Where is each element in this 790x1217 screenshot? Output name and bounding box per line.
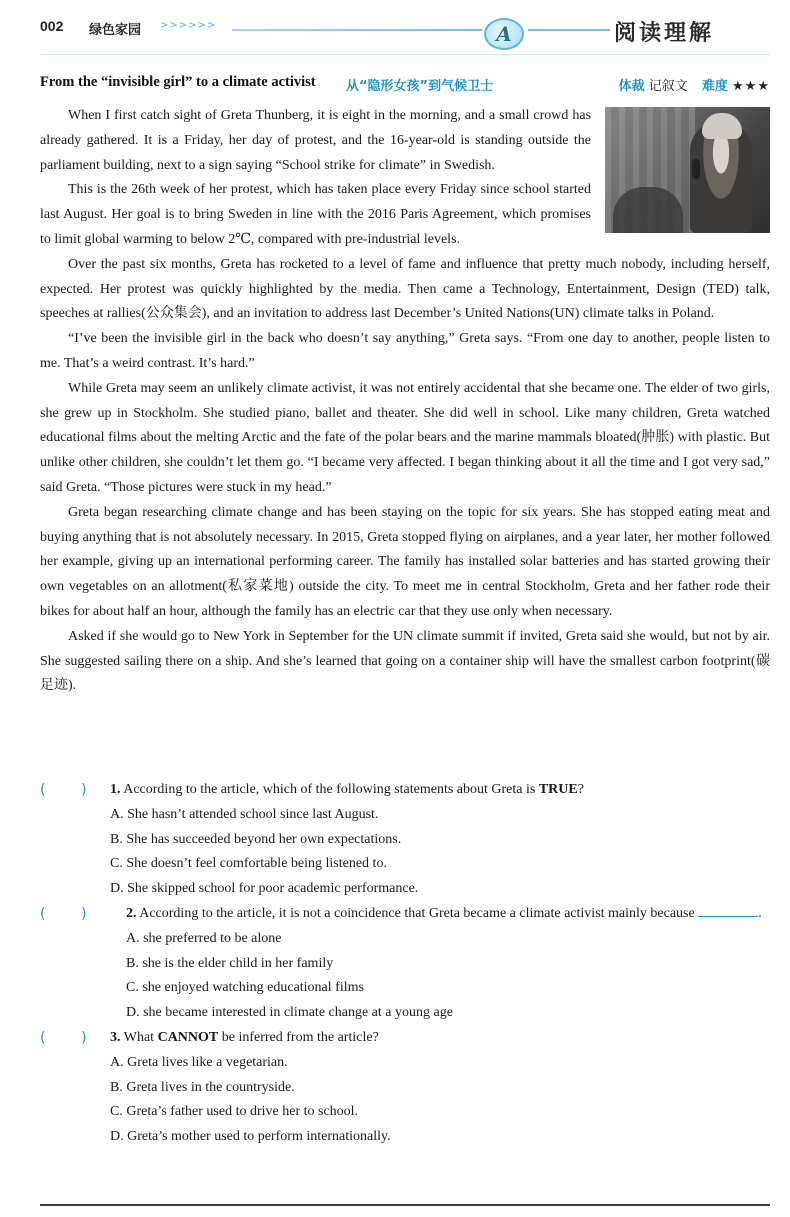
title-suffix: to a climate activist: [192, 74, 316, 90]
option-a: A. Greta lives like a vegetarian.: [110, 1054, 288, 1070]
article-title-chinese: 从“隐形女孩”到气候卫士: [346, 79, 494, 94]
stem-text: According to the article, it is not a coincidence that Greta became a climate activist mainly because: [136, 905, 695, 921]
photo-crowd: [613, 187, 683, 233]
question-list: [40, 778, 770, 1150]
question-stem: [40, 902, 770, 927]
option-a: A. She hasn’t attended school since last August.: [110, 806, 379, 822]
stem-text-end: be inferred from the article?: [218, 1029, 379, 1045]
page-number: 002: [40, 18, 64, 34]
question-1: [40, 778, 770, 902]
option-b: B. Greta lives in the countryside.: [110, 1079, 295, 1095]
section-logo-icon: [484, 18, 524, 50]
genre-value: 记叙文: [648, 79, 688, 94]
article-paragraph: Asked if she would go to New York in September for the UN climate summit if invited, Greta said she would, but not by air. She suggested sailing there on a ship. And she’s learned that going on a container ship will have the smallest carbon footprint(碳足迹).: [40, 628, 770, 694]
decorative-arrows: >>>>>>: [160, 20, 217, 31]
option-a: A. she preferred to be alone: [126, 930, 282, 946]
question-number: 3.: [110, 1029, 121, 1045]
option-d: D. Greta’s mother used to perform internationally.: [110, 1129, 391, 1145]
option-b: B. she is the elder child in her family: [126, 955, 334, 971]
question-stem: [40, 1026, 770, 1051]
option-c: C. she enjoyed watching educational films: [126, 980, 364, 996]
article-paragraph: While Greta may seem an unlikely climate activist, it was not entirely accidental that she became one. The elder of two girls, she grew up in Stockholm. She studied piano, ballet and theater. She did well in school. Like many children, Greta watched educational films about the melting Arctic and the fate of the polar bears and the marine mammals bloated(肿胀) with plastic. But unlike other children, she couldn’t let them go. “I became very affected. I began thinking about it all the time and I got very sad,” said Greta. “Those pictures were stuck in my head.”: [40, 380, 770, 495]
genre-label: 体裁: [618, 79, 645, 94]
microphone-icon: [692, 159, 700, 179]
answer-paren[interactable]: ( ): [40, 905, 87, 922]
article-body: [40, 104, 770, 699]
title-quoted: “invisible girl”: [100, 74, 193, 90]
title-prefix: From the: [40, 74, 101, 90]
article-meta: [619, 75, 770, 94]
question-stem: [40, 778, 770, 803]
footer-divider: [40, 1204, 770, 1206]
stem-emphasis: CANNOT: [157, 1029, 219, 1045]
article-paragraph: This is the 26th week of her protest, which has taken place every Friday since school started last August. Her goal is to bring Sweden in line with the 2016 Paris Agreement, which promises to limit global warming to below 2℃, compared with pre-industrial levels.: [40, 182, 591, 247]
answer-paren[interactable]: ( ): [40, 782, 87, 798]
article-paragraph: When I first catch sight of Greta Thunberg, it is eight in the morning, and a small crowd has already gathered. It is a Friday, her day of protest, and the 16-year-old is standing outside the parliament building, next to a sign saying “School strike for climate” in Swedish.: [40, 108, 591, 173]
stem-text: What: [120, 1029, 158, 1045]
option-d: D. she became interested in climate change at a young age: [126, 1005, 453, 1021]
stem-text-end: .: [758, 905, 762, 921]
stem-text: According to the article, which of the following statements about Greta is: [120, 782, 539, 797]
stem-text-end: ?: [577, 782, 584, 797]
option-c: C. Greta’s father used to drive her to school.: [110, 1104, 359, 1120]
stem-emphasis: TRUE: [538, 782, 578, 797]
article-paragraph: “I’ve been the invisible girl in the back who doesn’t say anything,” Greta says. “From one day to another, people listen to me. That’s a weird contrast. It’s hard.”: [40, 331, 770, 371]
header-divider-right: [528, 29, 610, 31]
option-b: B. She has succeeded beyond her own expectations.: [110, 831, 402, 847]
difficulty-label: 难度: [701, 79, 728, 94]
header-underline: [40, 54, 770, 55]
page-header: [0, 0, 790, 60]
question-3: [40, 1026, 770, 1150]
greta-photo: [605, 107, 770, 233]
question-2: [40, 902, 770, 1026]
difficulty-stars: ★★★: [732, 79, 770, 94]
article-paragraph: Greta began researching climate change and has been staying on the topic for six years. She has stopped eating meat and buying anything that is not absolutely necessary. In 2015, Greta stopped flying on airplanes, and a year later, her mother followed her example, giving up an international performing career. The family has installed solar batteries and has started growing their own vegetables on an allotment(私家菜地) outside the city. To meet me in central Stockholm, Greta and her father rode their bikes for about half an hour, although the family has an electric car that they use only when necessary.: [40, 504, 770, 619]
section-title: 阅读理解: [614, 21, 715, 46]
answer-paren[interactable]: ( ): [40, 1029, 87, 1046]
header-divider-left: [232, 29, 482, 31]
option-d: D. She skipped school for poor academic performance.: [110, 881, 419, 897]
question-number: 1.: [110, 782, 121, 797]
option-c: C. She doesn’t feel comfortable being listened to.: [110, 856, 387, 872]
series-title: 绿色家园: [89, 23, 142, 38]
section-logo-letter: A: [496, 22, 512, 46]
article-title-row: [40, 74, 770, 96]
article-paragraph: Over the past six months, Greta has rocketed to a level of fame and influence that pretty much nobody, including herself, expected. Her protest was quickly highlighted by the media. Then came a Technology, Entertainment, Design (TED) talk, speeches at rallies(公众集会), and an invitation to address last December’s United Nations(UN) climate talks in Poland.: [40, 256, 770, 322]
answer-blank[interactable]: [698, 902, 758, 917]
photo-hat: [702, 113, 742, 139]
question-number: 2.: [126, 905, 137, 921]
article-title-english: [40, 74, 316, 91]
